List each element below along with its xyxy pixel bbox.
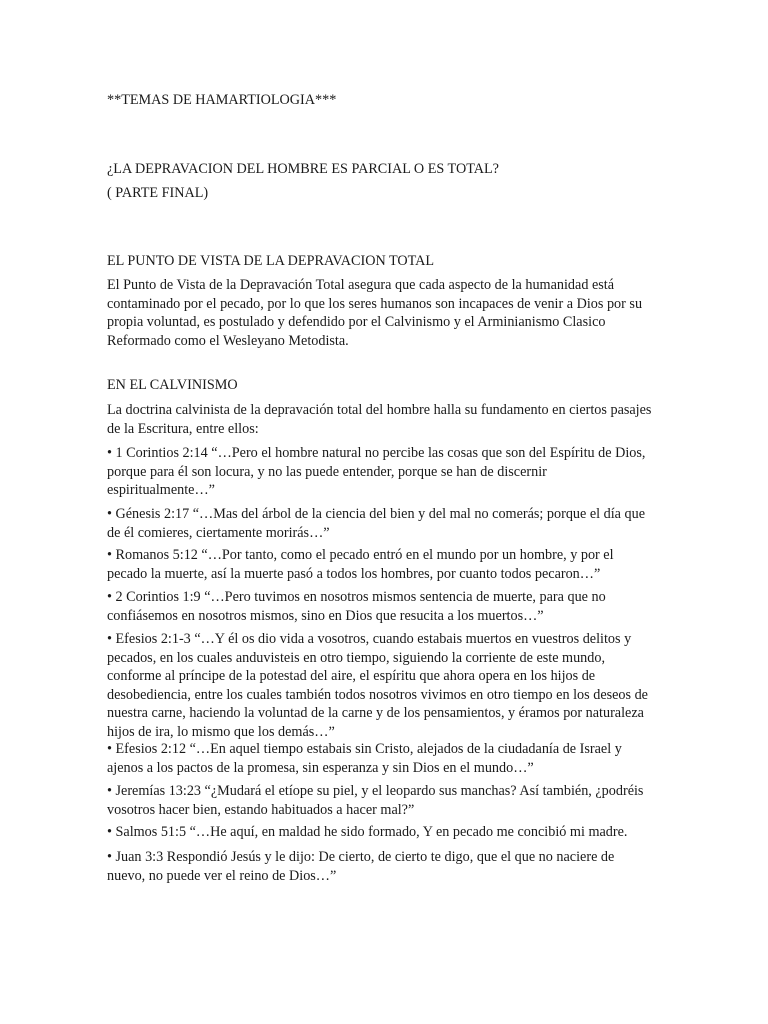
part-label: ( PARTE FINAL) — [107, 185, 209, 201]
section-title-calvinism: EN EL CALVINISMO — [107, 377, 238, 393]
verse-line: nuevo, no puede ver el reino de Dios…” — [107, 867, 337, 884]
verse-line: • Juan 3:3 Respondió Jesús y le dijo: De cierto, de cierto te digo, que el que no naciere de — [107, 849, 615, 865]
verse-line: pecados, en los cuales anduvisteis en otro tiempo, siguiendo la corriente de este mundo, — [107, 649, 606, 666]
section-body-total-depravity — [107, 276, 687, 350]
verse-line: conforme al príncipe de la potestad del aire, el espíritu que ahora opera en los hijos de — [107, 668, 596, 685]
paragraph-line: Reformado como el Wesleyano Metodista. — [107, 332, 349, 349]
verse-line: • Génesis 2:17 “…Mas del árbol de la ciencia del bien y del mal no comerás; porque el día que — [107, 506, 646, 522]
verse-line: ajenos a los pactos de la promesa, sin esperanza y sin Dios en el mundo…” — [107, 759, 534, 776]
paragraph-line: de la Escritura, entre ellos: — [107, 420, 259, 437]
verse-jeremias — [107, 782, 687, 819]
verse-efesios-2-12 — [107, 740, 687, 777]
verse-line: • Efesios 2:1-3 “…Y él os dio vida a vosotros, cuando estabais muertos en vuestros delitos y — [107, 631, 632, 647]
verse-efesios-2-1 — [107, 630, 687, 742]
verse-line: hijos de ira, lo mismo que los demás…” — [107, 723, 335, 740]
verse-genesis — [107, 505, 687, 542]
verse-line: espiritualmente…” — [107, 482, 215, 499]
section-title-total-depravity: EL PUNTO DE VISTA DE LA DEPRAVACION TOTAL — [107, 253, 435, 269]
verse-line: nuestra carne, haciendo la voluntad de la carne y de los pensamientos, y éramos por naturaleza — [107, 705, 644, 722]
paragraph-line: propia voluntad, es postulado y defendido por el Calvinismo y el Arminianismo Clasico — [107, 314, 606, 331]
question-title: ¿LA DEPRAVACION DEL HOMBRE ES PARCIAL O ES TOTAL? — [107, 161, 499, 177]
verse-line: pecado la muerte, así la muerte pasó a todos los hombres, por cuanto todos pecaron…” — [107, 565, 601, 582]
verse-line: vosotros hacer bien, estando habituados a hacer mal?” — [107, 801, 415, 818]
verse-line: • 1 Corintios 2:14 “…Pero el hombre natural no percibe las cosas que son del Espíritu de Dios, — [107, 445, 646, 461]
verse-line: confiásemos en nosotros mismos, sino en Dios que resucita a los muertos…” — [107, 607, 544, 624]
paragraph-line: contaminado por el pecado, por lo que los seres humanos son incapaces de venir a Dios por su — [107, 295, 643, 312]
verse-line: • Efesios 2:12 “…En aquel tiempo estabais sin Cristo, alejados de la ciudadanía de Israel y — [107, 741, 622, 757]
paragraph-line: El Punto de Vista de la Depravación Total asegura que cada aspecto de la humanidad está — [107, 277, 615, 293]
verse-line: • Salmos 51:5 “…He aquí, en maldad he sido formado, Y en pecado me concibió mi madre. — [107, 824, 628, 840]
verse-salmos — [107, 823, 687, 842]
verse-2-corintios — [107, 588, 687, 625]
paragraph-line: La doctrina calvinista de la depravación total del hombre halla su fundamento en ciertos pasajes — [107, 402, 652, 418]
verse-line: • Jeremías 13:23 “¿Mudará el etíope su piel, y el leopardo sus manchas? Así también, ¿podréis — [107, 783, 644, 799]
verse-line: • Romanos 5:12 “…Por tanto, como el pecado entró en el mundo por un hombre, y por el — [107, 547, 614, 563]
verse-line: porque para él son locura, y no las puede entender, porque se han de discernir — [107, 463, 547, 480]
verse-juan — [107, 848, 687, 885]
document-header: **TEMAS DE HAMARTIOLOGIA*** — [107, 92, 337, 108]
section-intro-calvinism — [107, 401, 687, 438]
verse-line: • 2 Corintios 1:9 “…Pero tuvimos en nosotros mismos sentencia de muerte, para que no — [107, 589, 606, 605]
verse-romanos — [107, 546, 687, 583]
verse-line: de él comieres, ciertamente morirás…” — [107, 524, 330, 541]
verse-1-corintios — [107, 444, 687, 500]
verse-line: desobediencia, entre los cuales también todos nosotros vivimos en otro tiempo en los deseos de — [107, 686, 648, 703]
